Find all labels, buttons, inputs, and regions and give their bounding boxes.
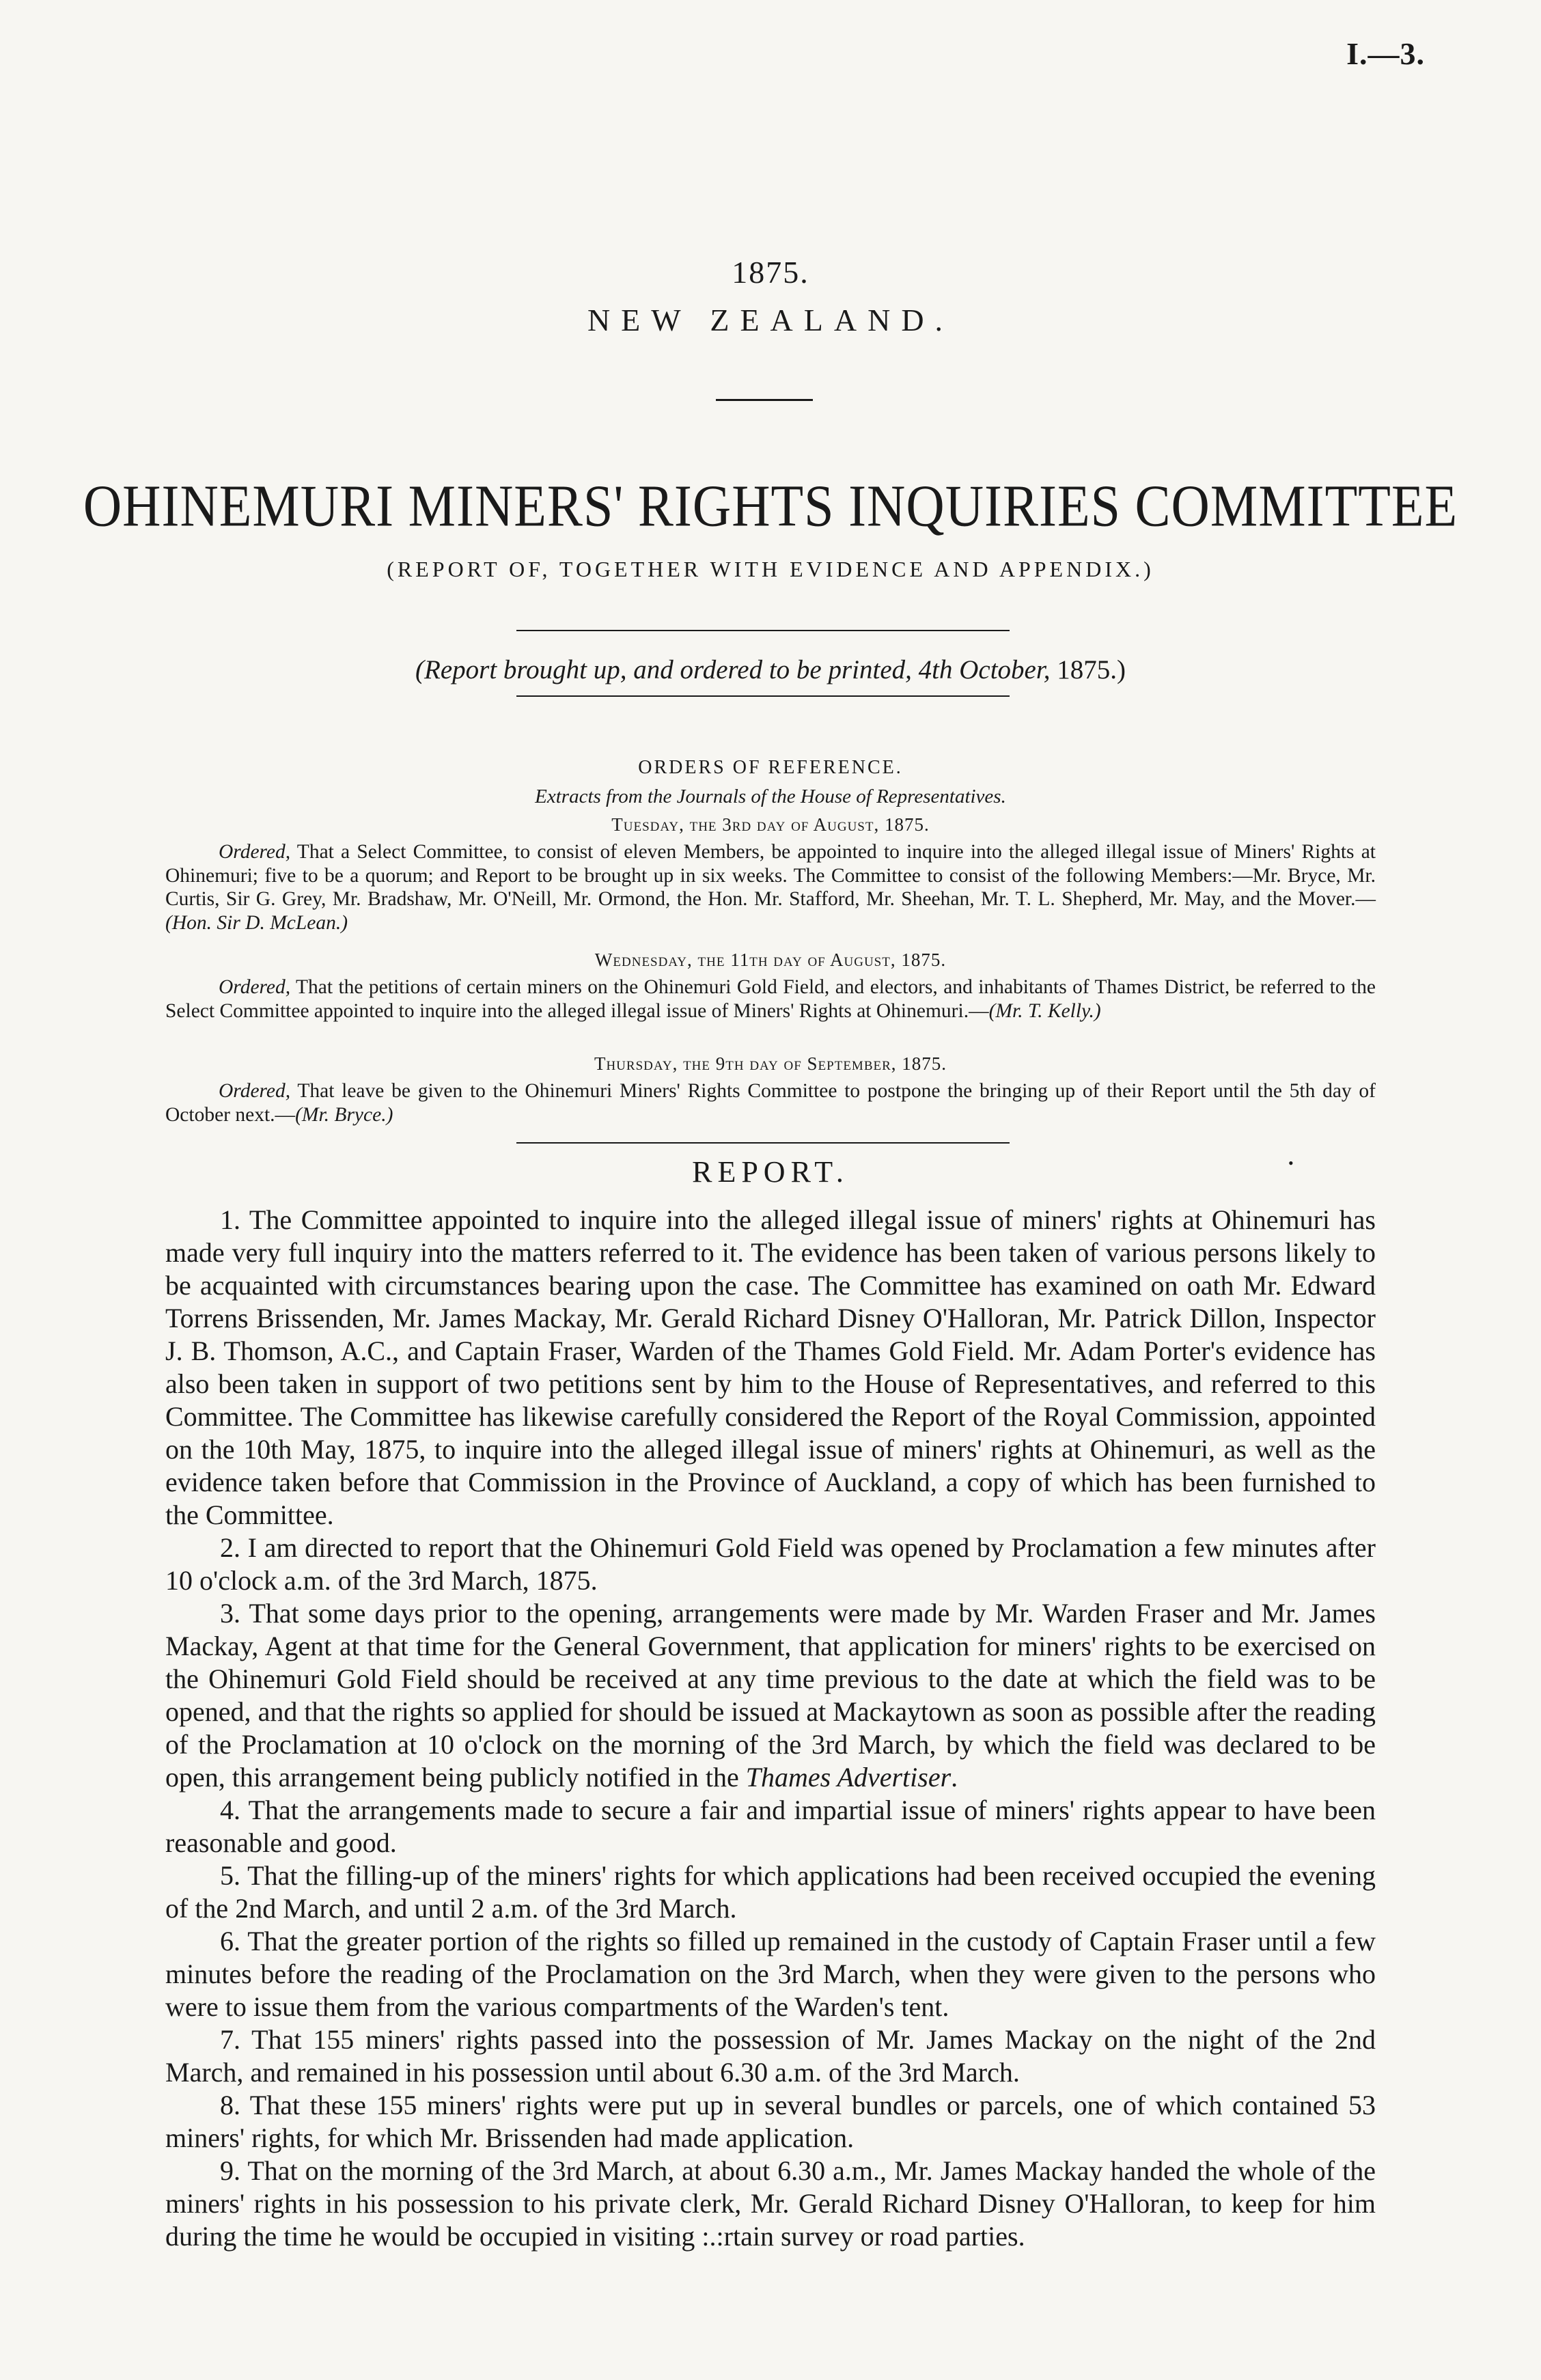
report-paragraph-3-text: 3. That some days prior to the opening, arrangements were made by Mr. Warden Fraser and Mr. James Mackay, Agent at that time for the General Government, that application for miners' rights to be exercised on the Ohinemuri Gold Field should be received at any time previous to the date at which the field was to be opened, and that the rights so applied for should be issued at Mackaytown as soon as possible after the reading of the Proclamation at 10 o'clock on the morning of the 3rd March, by which the field was declared to be open, this arrangement being publicly notified in the <box>165 1598 1376 1793</box>
thames-advertiser-title: Thames Advertiser <box>745 1762 952 1793</box>
report-paragraph-9: 9. That on the morning of the 3rd March, at about 6.30 a.m., Mr. James Mackay handed the whole of the miners' rights in his possession to his private clerk, Mr. Gerald Richard Disney O'Halloran, to keep for him during the time he would be occupied in visiting :.:rtain survey or road parties. <box>165 2155 1376 2252</box>
order-2-lead: Ordered, <box>219 976 291 998</box>
report-heading: REPORT. <box>692 1155 849 1189</box>
brought-up-italic: (Report brought up, and ordered to be printed, 4th October, <box>415 655 1057 684</box>
document-subtitle: (REPORT OF, TOGETHER WITH EVIDENCE AND APPENDIX.) <box>387 557 1154 581</box>
divider-below-brought <box>516 695 1010 697</box>
order-date-3: Thursday, the 9th day of September, 1875. <box>594 1053 947 1074</box>
order-2-text: That the petitions of certain miners on the Ohinemuri Gold Field, and electors, and inhabitants of Thames District, be referred to the Select Committee appointed to inquire into the alleged illegal issue of Miners' Rights at Ohinemuri.— <box>165 976 1376 1022</box>
orders-of-reference-heading: ORDERS OF REFERENCE. <box>638 757 903 778</box>
report-paragraph-6: 6. That the greater portion of the rights so filled up remained in the custody of Captain Fraser until a few minutes before the reading of the Proclamation on the 3rd March, when they were given to the persons who were to issue them from the various compartments of the Warden's tent. <box>165 1926 1376 2022</box>
order-1-lead: Ordered, <box>219 841 291 863</box>
report-paragraph-3-end: . <box>951 1762 958 1793</box>
report-bullet-mark: • <box>1288 1154 1294 1172</box>
order-1-mover: (Hon. Sir D. McLean.) <box>165 911 348 934</box>
order-date-2: Wednesday, the 11th day of August, 1875. <box>594 950 947 970</box>
report-paragraph-7: 7. That 155 miners' rights passed into the possession of Mr. James Mackay on the night of the 2nd March, and remained in his possession until about 6.30 a.m. of the 3rd March. <box>165 2024 1376 2088</box>
country-heading: NEW ZEALAND. <box>587 303 954 337</box>
year-heading: 1875. <box>732 255 809 290</box>
report-paragraph-3 <box>165 1597 1376 1794</box>
order-3-text: That leave be given to the Ohinemuri Miners' Rights Committee to postpone the bringing up of their Report until the 5th day of October next.— <box>165 1080 1376 1126</box>
report-paragraph-4: 4. That the arrangements made to secure a fair and impartial issue of miners' rights appear to have been reasonable and good. <box>165 1795 1376 1858</box>
short-divider <box>716 399 813 401</box>
divider-above-brought <box>516 630 1010 631</box>
divider-above-report <box>516 1142 1010 1144</box>
order-2-mover: (Mr. T. Kelly.) <box>988 999 1101 1022</box>
report-paragraph-8: 8. That these 155 miners' rights were put up in several bundles or parcels, one of which contained 53 miners' rights, for which Mr. Brissenden had made application. <box>165 2090 1376 2153</box>
report-paragraph-5: 5. That the filling-up of the miners' rights for which applications had been received occupied the evening of the 2nd March, and until 2 a.m. of the 3rd March. <box>165 1860 1376 1924</box>
brought-up-notice <box>0 654 1541 685</box>
brought-up-year: 1875.) <box>1057 655 1126 684</box>
order-paragraph-1 <box>165 840 1376 935</box>
order-paragraph-2 <box>165 975 1376 1023</box>
document-title: OHINEMURI MINERS' RIGHTS INQUIRIES COMMITTEE <box>83 472 1458 539</box>
order-1-text: That a Select Committee, to consist of eleven Members, be appointed to inquire into the alleged illegal issue of Miners' Rights at Ohinemuri; five to be a quorum; and Report to be brought up in six weeks. The Committee to consist of the following Members:—Mr. Bryce, Mr. Curtis, Sir G. Grey, Mr. Bradshaw, Mr. O'Neill, Mr. Ormond, the Hon. Mr. Stafford, Mr. Sheehan, Mr. T. L. Shepherd, Mr. May, and the Mover.— <box>165 841 1376 910</box>
page-identifier: I.—3. <box>1346 36 1425 71</box>
report-paragraph-1: 1. The Committee appointed to inquire into the alleged illegal issue of miners' rights at Ohinemuri has made very full inquiry into the matters referred to it. The evidence has been taken of various persons likely to be acquainted with circumstances bearing upon the case. The Committee has examined on oath Mr. Edward Torrens Brissenden, Mr. James Mackay, Mr. Gerald Richard Disney O'Halloran, Mr. Patrick Dillon, Inspector J. B. Thomson, A.C., and Captain Fraser, Warden of the Thames Gold Field. Mr. Adam Porter's evidence has also been taken in support of two petitions sent by him to the House of Representatives, and referred to this Committee. The Committee has likewise carefully considered the Report of the Royal Commission, appointed on the 10th May, 1875, to inquire into the alleged illegal issue of miners' rights at Ohinemuri, as well as the evidence taken before that Commission in the Province of Auckland, a copy of which has been furnished to the Committee. <box>165 1204 1376 1530</box>
order-3-mover: (Mr. Bryce.) <box>295 1103 393 1126</box>
order-date-1: Tuesday, the 3rd day of August, 1875. <box>611 814 930 835</box>
report-body <box>165 1204 1376 2253</box>
order-3-lead: Ordered, <box>219 1080 291 1102</box>
report-paragraph-2: 2. I am directed to report that the Ohinemuri Gold Field was opened by Proclamation a few minutes after 10 o'clock a.m. of the 3rd March, 1875. <box>165 1532 1376 1596</box>
journals-extract-line: Extracts from the Journals of the House of Representatives. <box>535 786 1006 807</box>
order-paragraph-3 <box>165 1079 1376 1126</box>
